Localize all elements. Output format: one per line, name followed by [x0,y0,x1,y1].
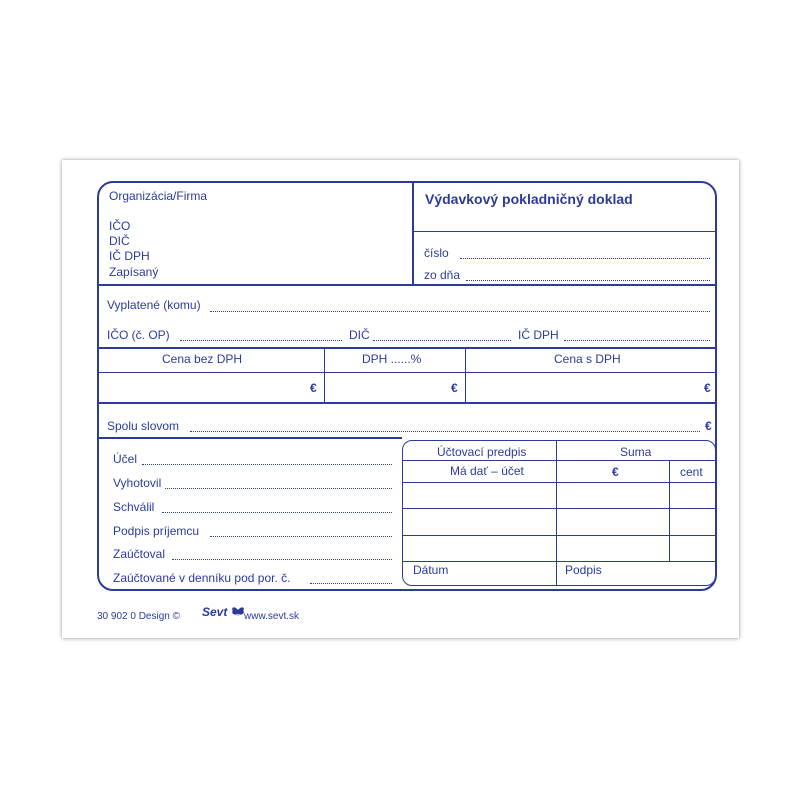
uctovaci-predpis-header: Účtovací predpis [437,445,527,459]
cena-s-dph-header: Cena s DPH [554,352,621,366]
cena-s-dph-currency: € [704,381,711,395]
euro-header: € [612,465,619,479]
datum-label: Dátum [413,563,449,577]
schvalil-dotted-line[interactable] [162,512,392,513]
ic-dph-label: IČ DPH [109,249,150,263]
header-divider [412,183,414,285]
sevt-brand: Sevt [202,605,228,619]
suma-header: Suma [620,445,652,459]
zauctoval-dotted-line[interactable] [172,559,392,560]
header-bottom-line [98,284,716,286]
podpis-label: Podpis [565,563,602,577]
vyplatene-label: Vyplatené (komu) [107,298,201,312]
vyhotovil-dotted-line[interactable] [165,488,392,489]
dph-header: DPH ......% [362,352,422,366]
price-table-header-line [98,372,716,373]
sevt-url: www.sevt.sk [244,611,300,622]
title-underline [413,231,715,232]
payee-ic-dph-label: IČ DPH [518,328,559,342]
spolu-slovom-dotted-line[interactable] [190,431,700,432]
payee-dic-dotted-line[interactable] [373,340,511,341]
zo-dna-dotted-line[interactable] [466,280,710,281]
spolu-slovom-label: Spolu slovom [107,419,180,433]
accounting-row-line-3 [403,561,715,562]
ucel-label: Účel [113,452,138,466]
dph-currency: € [451,381,458,395]
price-table-bottom-line [98,402,716,404]
ico-op-dotted-line[interactable] [180,340,342,341]
cent-header: cent [680,465,703,479]
butterfly-icon [231,605,245,617]
sevt-logo [202,605,245,619]
payee-ic-dph-dotted-line[interactable] [564,340,710,341]
ico-label: IČO [109,219,131,233]
dic-label: DIČ [109,234,130,248]
price-col-divider-1 [324,348,325,402]
cena-bez-dph-header: Cena bez DPH [162,352,243,366]
vyplatene-dotted-line[interactable] [210,311,710,312]
zauctovane-label: Zaúčtované v denníku pod por. č. [113,571,291,585]
document-title: Výdavkový pokladničný doklad [425,191,633,207]
words-bottom-line [98,437,402,439]
accounting-col-divider-2 [669,461,670,561]
cislo-label: číslo [424,246,449,260]
ma-dat-ucet-header: Má dať – účet [450,464,524,478]
vyhotovil-label: Vyhotovil [113,476,162,490]
price-col-divider-2 [465,348,466,402]
cena-bez-dph-currency: € [310,381,317,395]
podpis-prijemcu-label: Podpis príjemcu [113,524,200,538]
ico-op-label: IČO (č. OP) [107,328,170,342]
org-label: Organizácia/Firma [109,189,208,203]
cislo-dotted-line[interactable] [460,258,710,259]
zauctovane-dotted-line[interactable] [310,583,392,584]
zauctoval-label: Zaúčtoval [113,547,166,561]
podpis-prijemcu-dotted-line[interactable] [210,536,392,537]
form-code: 30 902 0 Design © [97,611,180,622]
price-table-top-line [98,347,716,349]
zapisany-label: Zapísaný [109,265,159,279]
ucel-dotted-line[interactable] [142,464,392,465]
accounting-col-divider-1 [556,441,557,585]
schvalil-label: Schválil [113,500,155,514]
payee-dic-label: DIČ [349,328,370,342]
spolu-slovom-currency: € [705,419,712,433]
zo-dna-label: zo dňa [424,268,461,282]
